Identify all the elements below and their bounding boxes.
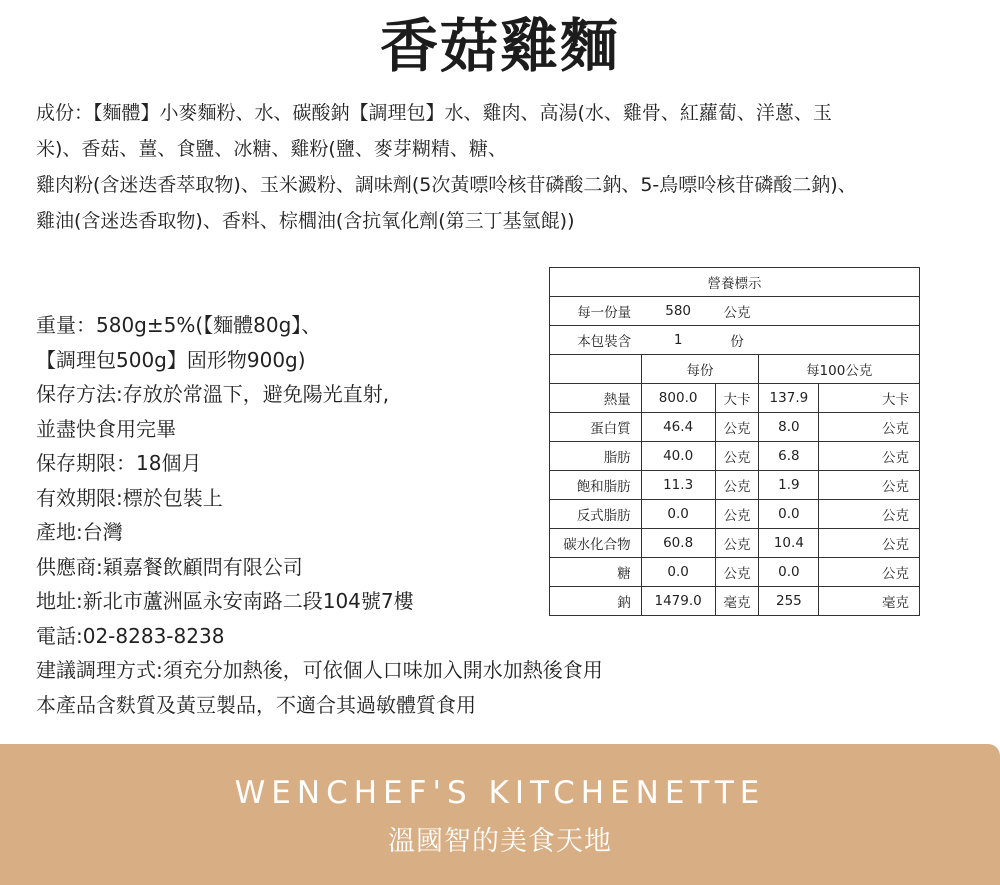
address: 地址:新北市蘆洲區永安南路二段104號7樓 xyxy=(36,589,414,613)
nutrient-value-per-100g: 10.4 xyxy=(759,529,819,558)
servings-row xyxy=(550,326,920,355)
nutrient-name: 碳水化合物 xyxy=(550,529,642,558)
nutrient-value-per-100g: 137.9 xyxy=(759,384,819,413)
nutrient-value-per-100g: 1.9 xyxy=(759,471,819,500)
serving-size-value: 580 xyxy=(641,297,715,326)
servings-value: 1 xyxy=(641,326,715,355)
nutrition-table xyxy=(549,267,920,616)
nutrient-row xyxy=(550,442,920,471)
nutrient-name: 熱量 xyxy=(550,384,642,413)
nutrient-unit-per-100g: 毫克 xyxy=(819,587,920,616)
nutrient-value-per-100g: 6.8 xyxy=(759,442,819,471)
nutrient-unit-per-100g: 大卡 xyxy=(819,384,920,413)
nutrient-value-per-serving: 0.0 xyxy=(641,558,715,587)
nutrient-name: 飽和脂肪 xyxy=(550,471,642,500)
nutrient-unit-per-serving: 公克 xyxy=(715,558,759,587)
storage-line: 並盡快食用完畢 xyxy=(36,416,176,441)
nutrient-unit-per-serving: 公克 xyxy=(715,529,759,558)
empty-cell xyxy=(550,355,642,384)
nutrient-unit-per-100g: 公克 xyxy=(819,558,920,587)
ingredients-block xyxy=(36,95,966,239)
phone: 電話:02-8283-8238 xyxy=(36,623,225,648)
serving-size-unit: 公克 xyxy=(715,297,759,326)
nutrient-value-per-100g: 0.0 xyxy=(759,558,819,587)
nutrient-unit-per-100g: 公克 xyxy=(819,442,920,471)
servings-label: 本包裝含 xyxy=(550,326,642,355)
nutrient-value-per-serving: 11.3 xyxy=(641,471,715,500)
nutrient-unit-per-100g: 公克 xyxy=(819,413,920,442)
ingredients-line: 雞油(含迷迭香取物)、香料、棕櫚油(含抗氧化劑(第三丁基氫餛)) xyxy=(36,210,575,232)
nutrient-name: 糖 xyxy=(550,558,642,587)
nutrient-value-per-serving: 0.0 xyxy=(641,500,715,529)
nutrition-header-row xyxy=(550,268,920,297)
storage-line: 保存方法:存放於常溫下，避免陽光直射, xyxy=(36,382,390,406)
nutrient-unit-per-serving: 公克 xyxy=(715,471,759,500)
col-per-100g: 每100公克 xyxy=(759,355,920,384)
nutrient-value-per-serving: 46.4 xyxy=(641,413,715,442)
nutrient-row xyxy=(550,384,920,413)
nutrient-value-per-100g: 8.0 xyxy=(759,413,819,442)
ingredients-line: 成份：【麵體】小麥麵粉、水、碳酸鈉【調理包】水、雞肉、高湯(水、雞骨、紅蘿蔔、洋蔥、玉 xyxy=(36,102,832,124)
nutrient-value-per-100g: 0.0 xyxy=(759,500,819,529)
nutrition-header: 營養標示 xyxy=(550,268,920,297)
nutrient-value-per-serving: 60.8 xyxy=(641,529,715,558)
nutrient-unit-per-serving: 毫克 xyxy=(715,587,759,616)
nutrient-row xyxy=(550,471,920,500)
origin: 產地:台灣 xyxy=(36,520,123,544)
col-per-serving: 每份 xyxy=(641,355,759,384)
nutrient-row xyxy=(550,558,920,587)
nutrient-unit-per-serving: 公克 xyxy=(715,413,759,442)
nutrient-value-per-100g: 255 xyxy=(759,587,819,616)
nutrient-unit-per-100g: 公克 xyxy=(819,500,920,529)
ingredients-line: 雞肉粉(含迷迭香萃取物)、玉米澱粉、調味劑(5次黃嘌呤核苷磷酸二鈉、5-鳥嘌呤核苷磷酸二鈉)、 xyxy=(36,174,857,196)
serving-size-label: 每一份量 xyxy=(550,297,642,326)
nutrient-unit-per-100g: 公克 xyxy=(819,529,920,558)
servings-unit: 份 xyxy=(715,326,759,355)
spacer xyxy=(759,326,920,355)
nutrient-row xyxy=(550,529,920,558)
brand-name-zh: 溫國智的美食天地 xyxy=(388,826,612,857)
column-header-row xyxy=(550,355,920,384)
footer-banner xyxy=(0,744,1000,885)
nutrition-body xyxy=(550,268,920,616)
nutrient-unit-per-serving: 公克 xyxy=(715,442,759,471)
supplier: 供應商:穎嘉餐飲顧問有限公司 xyxy=(36,554,303,579)
product-title: 香菇雞麵 xyxy=(379,12,620,80)
weight-line: 重量：580g±5%(【麵體80g】、 xyxy=(36,313,322,337)
nutrient-row xyxy=(550,587,920,616)
spacer xyxy=(759,297,920,326)
weight-line: 【調理包500g】固形物900g) xyxy=(36,347,306,372)
nutrient-value-per-serving: 800.0 xyxy=(641,384,715,413)
brand-name-en: WENCHEF'S KITCHENETTE xyxy=(234,775,766,811)
nutrient-name: 脂肪 xyxy=(550,442,642,471)
nutrient-row xyxy=(550,413,920,442)
nutrient-value-per-serving: 40.0 xyxy=(641,442,715,471)
expiry: 有效期限:標於包裝上 xyxy=(36,485,223,510)
nutrient-row xyxy=(550,500,920,529)
nutrient-name: 鈉 xyxy=(550,587,642,616)
nutrient-name: 蛋白質 xyxy=(550,413,642,442)
nutrient-unit-per-serving: 大卡 xyxy=(715,384,759,413)
cooking-instructions: 建議調理方式:須充分加熱後，可依個人口味加入開水加熱後食用 xyxy=(36,658,603,682)
ingredients-line: 米)、香菇、薑、食鹽、冰糖、雞粉(鹽、麥芽糊精、糖、 xyxy=(36,138,507,160)
serving-size-row xyxy=(550,297,920,326)
nutrient-unit-per-100g: 公克 xyxy=(819,471,920,500)
nutrient-unit-per-serving: 公克 xyxy=(715,500,759,529)
nutrient-value-per-serving: 1479.0 xyxy=(641,587,715,616)
allergen-notice: 本產品含麩質及黃豆製品，不適合其過敏體質食用 xyxy=(36,692,476,717)
nutrient-name: 反式脂肪 xyxy=(550,500,642,529)
shelf-life: 保存期限：18個月 xyxy=(36,451,202,475)
